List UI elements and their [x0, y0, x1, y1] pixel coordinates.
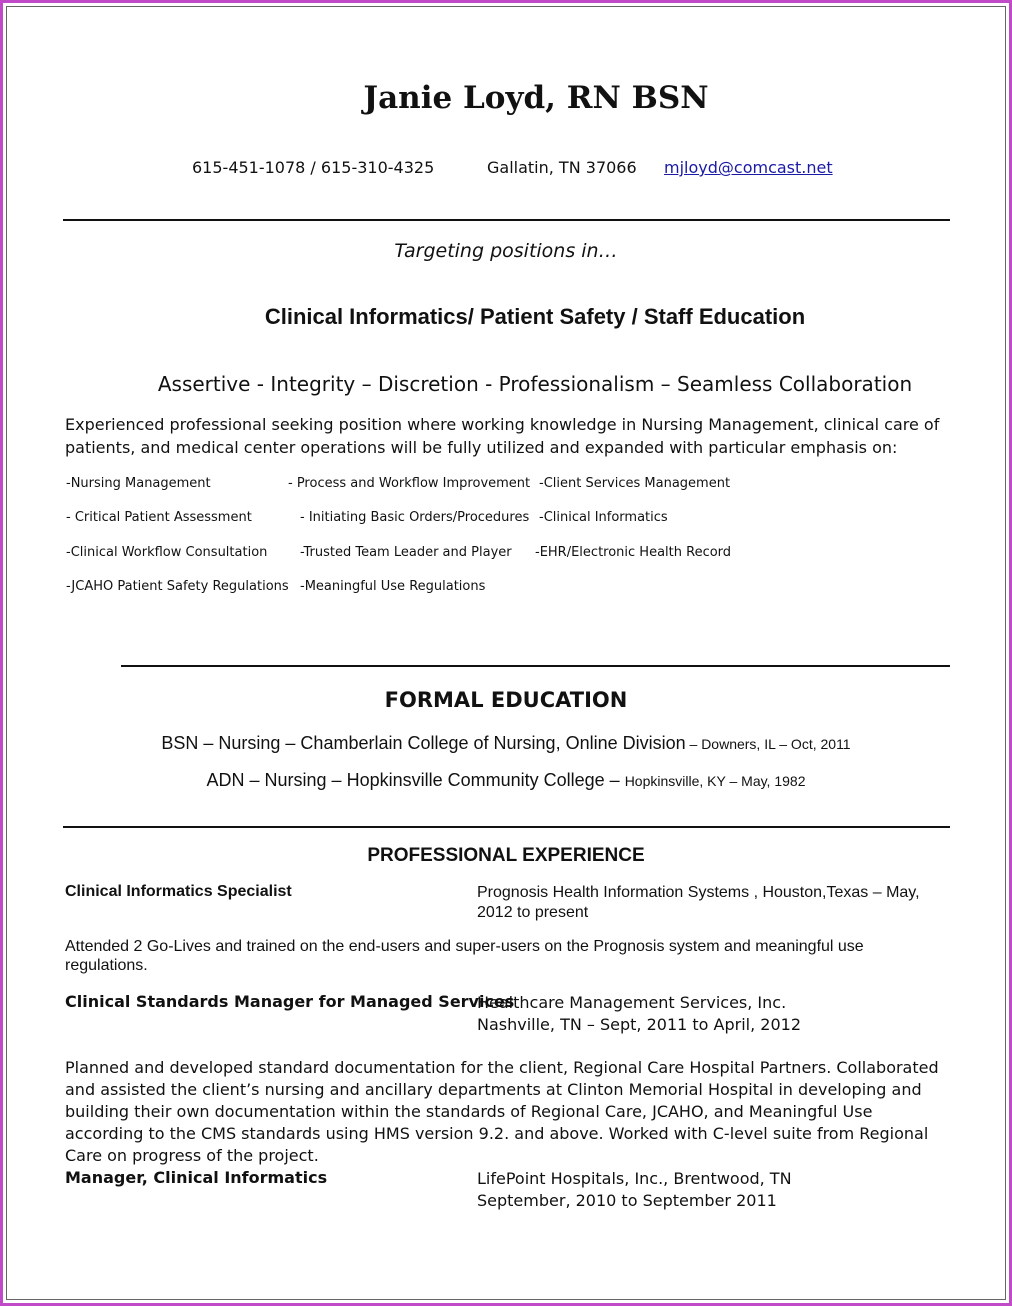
degree-text: ADN – Nursing – Hopkinsville Community College – [206, 770, 625, 790]
degree-text: BSN – Nursing – Chamberlain College of Nursing, Online Division [161, 733, 686, 753]
skill-item: -Clinical Workflow Consultation [66, 545, 268, 560]
job-employer [477, 1168, 947, 1212]
job-title: Manager, Clinical Informatics [65, 1168, 328, 1187]
job-description: Attended 2 Go-Lives and trained on the end-users and super-users on the Prognosis system and meaningful use regulations. [65, 938, 864, 974]
targeting-line: Targeting positions in… [394, 240, 618, 262]
skill-item: - Process and Workflow Improvement [288, 476, 531, 491]
phone-numbers: 615-451-1078 / 615-310-4325 [192, 158, 435, 177]
header-divider [63, 219, 950, 221]
skill-item: - Critical Patient Assessment [66, 510, 252, 525]
employer-line: Prognosis Health Information Systems , Houston,Texas – May, [477, 884, 920, 901]
degree-detail: Hopkinsville, KY – May, 1982 [624, 773, 806, 789]
summary-paragraph: Experienced professional seeking position where working knowledge in Nursing Management, clinical care of patients, and medical center operations will be fully utilized and expanded with particular emphasis on: [65, 415, 940, 457]
skill-item: -Nursing Management [66, 476, 211, 491]
email-link[interactable]: mjloyd@comcast.net [664, 158, 833, 177]
employer-dates: 2012 to present [477, 904, 589, 921]
degree-detail: – Downers, IL – Oct, 2011 [685, 736, 851, 752]
skill-item: -Clinical Informatics [539, 510, 668, 525]
job-title: Clinical Standards Manager for Managed Services [65, 992, 515, 1011]
experience-title: PROFESSIONAL EXPERIENCE [367, 845, 645, 866]
employer-line: LifePoint Hospitals, Inc., Brentwood, TN [477, 1169, 792, 1188]
education-divider [121, 665, 950, 667]
skill-item: - Initiating Basic Orders/Procedures [300, 510, 530, 525]
skill-item: -JCAHO Patient Safety Regulations [66, 579, 289, 594]
experience-divider [63, 826, 950, 828]
candidate-name: Janie Loyd, RN BSN [363, 80, 709, 116]
core-values: Assertive - Integrity – Discretion - Professionalism – Seamless Collaboration [157, 372, 913, 396]
education-entry-bsn [0, 733, 1012, 754]
job-title: Clinical Informatics Specialist [65, 883, 292, 900]
job-employer [477, 883, 947, 923]
employer-dates: Nashville, TN – Sept, 2011 to April, 2012 [477, 1015, 801, 1034]
location: Gallatin, TN 37066 [487, 158, 637, 177]
skill-item: -Trusted Team Leader and Player [300, 545, 512, 560]
education-title: FORMAL EDUCATION [384, 688, 628, 712]
employer-line: Healthcare Management Services, Inc. [477, 993, 787, 1012]
job-employer [477, 992, 947, 1036]
target-areas: Clinical Informatics/ Patient Safety / Staff Education [264, 304, 806, 329]
skill-item: -Meaningful Use Regulations [300, 579, 486, 594]
skill-item: -EHR/Electronic Health Record [535, 545, 732, 560]
employer-dates: September, 2010 to September 2011 [477, 1191, 777, 1210]
skill-item: -Client Services Management [539, 476, 731, 491]
education-entry-adn [0, 770, 1012, 791]
job-description: Planned and developed standard documentation for the client, Regional Care Hospital Partners. Collaborated and assisted the client’s nursing and ancillary departments at Clinton Memorial Hospital in developing and building their own documentation within the standards of Regional Care, JCAHO, and Meaningful Use according to the CMS standards using HMS version 9.2. and above. Worked with C-level suite from Regional Care on progress of the project. [65, 1058, 939, 1165]
